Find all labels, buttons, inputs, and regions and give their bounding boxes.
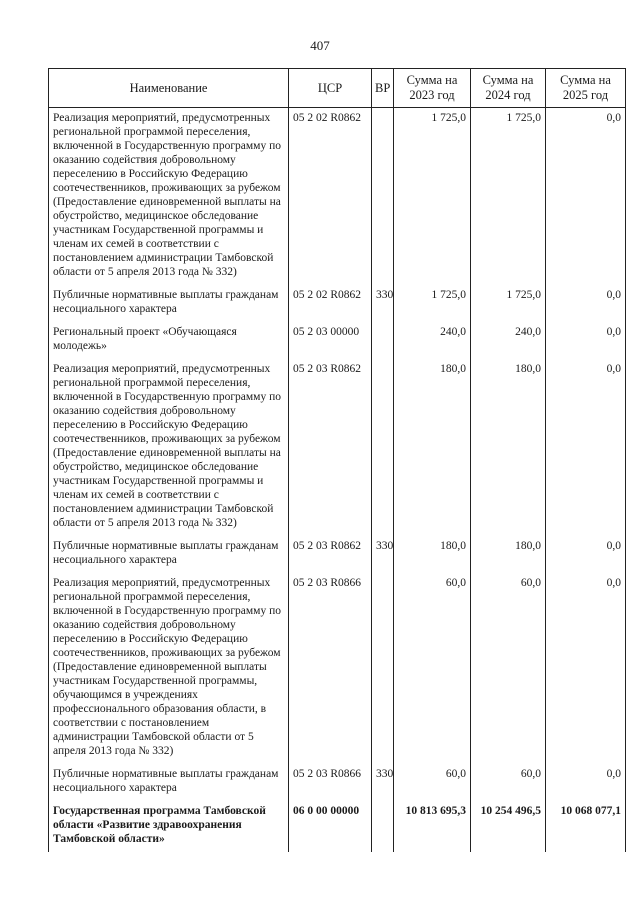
- row-csr: 05 2 03 R0866: [289, 764, 372, 801]
- row-sum-2023: 180,0: [394, 536, 471, 573]
- row-sum-2025: 0,0: [546, 285, 626, 322]
- table-row: [49, 108, 626, 286]
- budget-table: [48, 68, 626, 852]
- row-sum-2024: 60,0: [471, 573, 546, 764]
- row-sum-2025: 0,0: [546, 108, 626, 286]
- table-row: [49, 536, 626, 573]
- row-vr: [372, 359, 394, 536]
- row-vr: 330: [372, 285, 394, 322]
- table-header-row: [49, 69, 626, 108]
- row-sum-2023: 10 813 695,3: [394, 801, 471, 852]
- row-csr: 05 2 03 R0866: [289, 573, 372, 764]
- row-sum-2024: 180,0: [471, 359, 546, 536]
- row-csr: 05 2 03 R0862: [289, 536, 372, 573]
- row-sum-2024: 1 725,0: [471, 285, 546, 322]
- row-sum-2023: 1 725,0: [394, 285, 471, 322]
- row-sum-2023: 60,0: [394, 764, 471, 801]
- row-sum-2024: 180,0: [471, 536, 546, 573]
- row-vr: [372, 573, 394, 764]
- row-sum-2023: 240,0: [394, 322, 471, 359]
- row-csr: 05 2 02 R0862: [289, 108, 372, 286]
- row-vr: [372, 801, 394, 852]
- row-name: Региональный проект «Обучающаяся молодежь»: [49, 322, 289, 359]
- row-name: Реализация мероприятий, предусмотренных региональной программой переселения, включенной в Государственную программу по оказанию содействия добровольному переселению в Российскую Федерацию соотечественников, проживающих за рубежом (Предоставление единовременной выплаты на обустройство, медицинское обследование участникам Государственной программы и членам их семей в соответствии с постановлением администрации Тамбовской области от 5 апреля 2013 года № 332): [49, 359, 289, 536]
- row-sum-2025: 10 068 077,1: [546, 801, 626, 852]
- row-name: Реализация мероприятий, предусмотренных региональной программой переселения, включенной в Государственную программу по оказанию содействия добровольному переселению в Российскую Федерацию соотечественников, проживающих за рубежом (Предоставление единовременной выплаты участникам Государственной программы, обучающимся в учреждениях профессионального образования области, в соответствии с постановлением администрации Тамбовской области от 5 апреля 2013 года № 332): [49, 573, 289, 764]
- header-sum-2023: Сумма на 2023 год: [394, 69, 471, 108]
- row-sum-2024: 60,0: [471, 764, 546, 801]
- header-sum-2024: Сумма на 2024 год: [471, 69, 546, 108]
- row-sum-2025: 0,0: [546, 573, 626, 764]
- row-csr: 05 2 02 R0862: [289, 285, 372, 322]
- row-vr: 330: [372, 536, 394, 573]
- header-sum-2025: Сумма на 2025 год: [546, 69, 626, 108]
- row-name: Публичные нормативные выплаты гражданам несоциального характера: [49, 764, 289, 801]
- row-csr: 06 0 00 00000: [289, 801, 372, 852]
- row-vr: 330: [372, 764, 394, 801]
- row-vr: [372, 108, 394, 286]
- row-sum-2023: 60,0: [394, 573, 471, 764]
- table-row: [49, 359, 626, 536]
- row-sum-2024: 10 254 496,5: [471, 801, 546, 852]
- row-sum-2025: 0,0: [546, 536, 626, 573]
- table-row: [49, 285, 626, 322]
- row-name: Публичные нормативные выплаты гражданам несоциального характера: [49, 285, 289, 322]
- row-sum-2025: 0,0: [546, 359, 626, 536]
- row-sum-2023: 1 725,0: [394, 108, 471, 286]
- header-csr: ЦСР: [289, 69, 372, 108]
- table-row: [49, 322, 626, 359]
- table-row: [49, 573, 626, 764]
- row-sum-2024: 1 725,0: [471, 108, 546, 286]
- row-sum-2024: 240,0: [471, 322, 546, 359]
- table-row-program-total: [49, 801, 626, 852]
- row-name: Государственная программа Тамбовской области «Развитие здравоохранения Тамбовской области»: [49, 801, 289, 852]
- row-sum-2023: 180,0: [394, 359, 471, 536]
- row-sum-2025: 0,0: [546, 764, 626, 801]
- header-vr: ВР: [372, 69, 394, 108]
- table-row: [49, 764, 626, 801]
- row-vr: [372, 322, 394, 359]
- row-csr: 05 2 03 R0862: [289, 359, 372, 536]
- row-name: Реализация мероприятий, предусмотренных региональной программой переселения, включенной в Государственную программу по оказанию содействия добровольному переселению в Российскую Федерацию соотечественников, проживающих за рубежом (Предоставление единовременной выплаты на обустройство, медицинское обследование участникам Государственной программы и членам их семей в соответствии с постановлением администрации Тамбовской области от 5 апреля 2013 года № 332): [49, 108, 289, 286]
- row-sum-2025: 0,0: [546, 322, 626, 359]
- row-csr: 05 2 03 00000: [289, 322, 372, 359]
- header-name: Наименование: [49, 69, 289, 108]
- page-number: 407: [310, 38, 330, 53]
- row-name: Публичные нормативные выплаты гражданам несоциального характера: [49, 536, 289, 573]
